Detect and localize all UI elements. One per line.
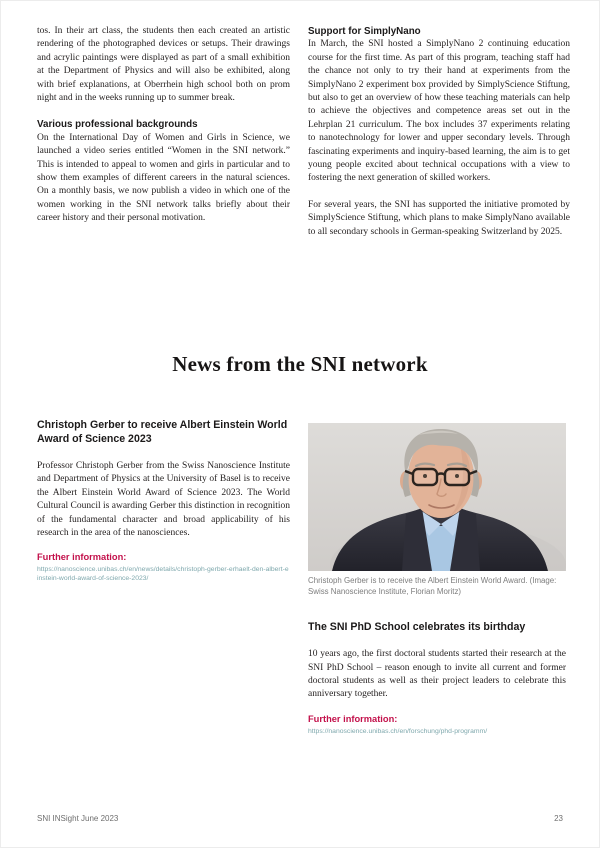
body-paragraph: For several years, the SNI has supported the initiative promoted by SimplyScience Stiftung, which plans to make SimplyNano available to all secondary schools in German-speaking Switzerland by 2025. [308, 199, 570, 237]
body-paragraph: 10 years ago, the first doctoral students started their research at the SNI PhD School – reason enough to invite all current and former doctoral students as well as their project leaders to celebrate this anniversary together. [308, 649, 566, 700]
body-paragraph: tos. In their art class, the students then each created an artistic rendering of the photographed devices or setups. Their drawings and acrylic paintings were displayed as part of a small exhibition at the Department of Physics and will also be exhibited, along with brief explanations, at Oberrhein high school both on prom night and in the weeks running up to summer break. [37, 26, 290, 104]
gerber-portrait-photo [308, 423, 566, 571]
photo-caption: Christoph Gerber is to receive the Albert Einstein World Award. (Image: Swiss Nanoscience Institute, Florian Moritz) [308, 576, 557, 596]
further-information-label: Further information: [308, 713, 398, 724]
article-heading-phd-school: The SNI PhD School celebrates its birthday [308, 621, 526, 634]
news-right-column [308, 423, 566, 736]
subsection-heading-various-backgrounds: Various professional backgrounds [37, 119, 198, 131]
top-left-column [37, 25, 290, 226]
gerber-article [37, 418, 290, 583]
section-title: News from the SNI network [172, 352, 428, 376]
phd-article [308, 620, 566, 736]
phd-article-link[interactable]: https://nanoscience.unibas.ch/en/forschung/phd-programm/ [308, 727, 488, 735]
footer-publication-title: SNI INSight June 2023 [37, 814, 119, 823]
article-heading-gerber: Christoph Gerber to receive Albert Einstein World Award of Science 2023 [37, 419, 288, 445]
further-information-label: Further information: [37, 552, 127, 563]
body-paragraph: In March, the SNI hosted a SimplyNano 2 continuing education course for the first time. As part of this program, teaching staff had the chance not only to try their hand at experiments from the SimplyNano 2 experiment box provided by SimplyScience Stiftung, but also to get an overview of how these teaching materials can help to achieve the objectives and competence areas set out in the Lehrplan 21 curriculum. The box includes 37 experiments relating to nanotechnology for lower and upper secondary levels. Through fascinating experiments and inquiry-based learning, the aim is to get young people excited about technical occupations with a view to fostering the next generation of skilled workers. [308, 39, 570, 184]
top-right-column [308, 25, 570, 239]
gerber-article-link[interactable]: https://nanoscience.unibas.ch/en/news/details/christoph-gerber-erhaelt-den-albert-einstein-world-award-of-science-2023/ [37, 566, 289, 583]
subsection-heading-simplynano: Support for SimplyNano [308, 26, 421, 37]
footer-page-number: 23 [554, 814, 563, 823]
portrait-illustration [308, 423, 566, 571]
body-paragraph: On the International Day of Women and Girls in Science, we launched a video series entitled “Women in the SNI network.” This is intended to appeal to women and girls in particular and to show them examples of different careers in the natural sciences. On a monthly basis, we now publish a video in which one of the women working in the SNI network talks briefly about their career history and their personal motivation. [37, 132, 290, 224]
body-paragraph: Professor Christoph Gerber from the Swiss Nanoscience Institute and Department of Physics at the University of Basel is to receive the Albert Einstein World Award of Science 2023. The World Cultural Council is awarding Gerber this distinction in recognition of the fundamental character and broad applicability of his research in the area of the nanosciences. [37, 461, 290, 539]
